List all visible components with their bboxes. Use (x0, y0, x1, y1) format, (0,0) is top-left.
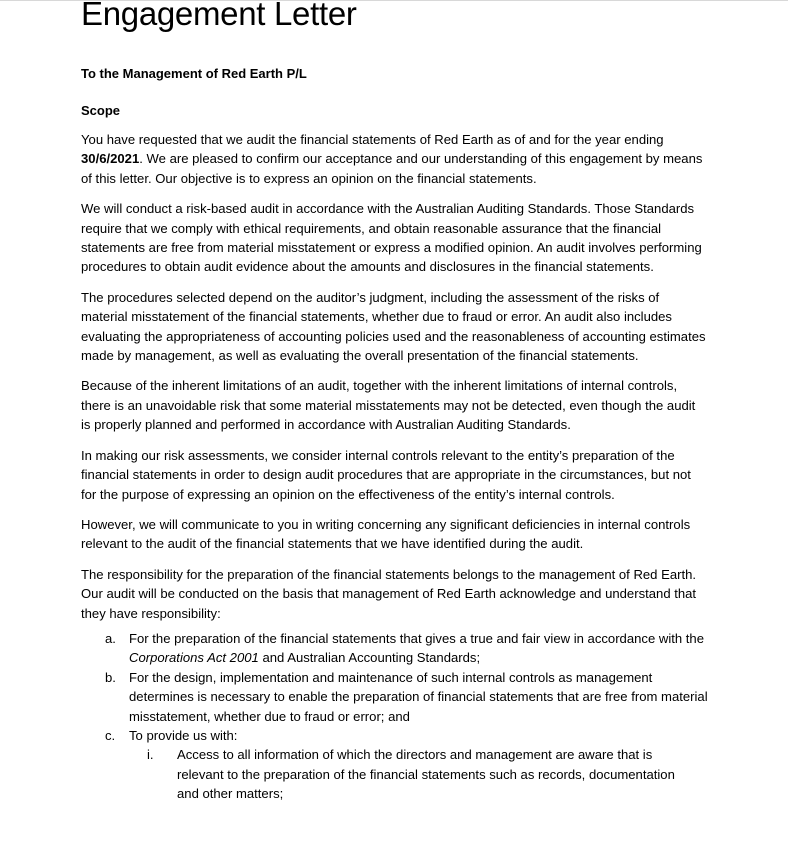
sub-list-item (129, 745, 699, 803)
list-marker: c. (105, 727, 116, 743)
paragraph-request (81, 130, 706, 188)
paragraph-risk-based-audit: We will conduct a risk-based audit in accordance with the Australian Auditing Standards. Those Standards require that we comply with ethical requirements, and obtain reasonable assurance that the financial statements are free from material misstatement or express a modified opinion. An audit involves performing procedures to obtain audit evidence about the amounts and disclosures in the financial statements. (81, 201, 702, 275)
document-page (81, 0, 721, 804)
document-title: Engagement Letter (81, 0, 357, 32)
legislation-reference: Corporations Act 2001 (129, 650, 259, 666)
list-marker: b. (105, 669, 116, 685)
paragraph-request-text-a: You have requested that we audit the financial statements of Red Earth as of and for the year ending (81, 132, 664, 147)
paragraph-responsibility: The responsibility for the preparation of the financial statements belongs to the management of Red Earth. Our audit will be conducted on the basis that management of Red Earth acknowledge and understand that they have responsibility: (81, 566, 697, 621)
list-item (81, 629, 709, 668)
paragraph-limitations: Because of the inherent limitations of an audit, together with the inherent limitations of internal controls, there is an unavoidable risk that some material misstatements may not be detected, even though the audit is properly planned and performed in accordance with Australian Auditing Standards. (81, 378, 696, 433)
sub-list (129, 745, 709, 803)
list-item-text-a: For the preparation of the financial statements that gives a true and fair view in accordance with the (129, 630, 704, 646)
year-end-date: 30/6/2021 (81, 151, 140, 167)
addressee-heading: To the Management of Red Earth P/L (81, 66, 307, 81)
list-item-text-b: and Australian Accounting Standards; (258, 650, 481, 666)
responsibility-list (81, 629, 721, 804)
paragraph-communication: However, we will communicate to you in writing concerning any significant deficiencies in internal controls relevant to the audit of the financial statements that we have identified during the audit. (81, 516, 691, 552)
list-item (81, 726, 709, 804)
paragraph-procedures: The procedures selected depend on the auditor’s judgment, including the assessment of the risks of material misstatement of the financial statements, whether due to fraud or error. An audit also includes evaluating the appropriateness of accounting policies used and the reasonableness of accounting estimates made by management, as well as evaluating the overall presentation of the financial statements. (81, 289, 706, 364)
list-marker: a. (105, 630, 116, 646)
paragraph-request-text-b: . We are pleased to confirm our acceptance and our understanding of this engagement by means of this letter. Our objective is to express an opinion on the financial statements. (81, 151, 703, 186)
list-item-text: To provide us with: (129, 727, 238, 743)
scope-heading: Scope (81, 103, 121, 118)
paragraph-risk-assessments: In making our risk assessments, we consider internal controls relevant to the entity’s preparation of the financial statements in order to design audit procedures that are appropriate in the circumstances, but not for the purpose of expressing an opinion on the effectiveness of the entity’s internal controls. (81, 447, 691, 502)
sub-list-marker: i. (147, 747, 154, 763)
sub-list-item-text: Access to all information of which the directors and management are aware that is relevant to the preparation of the financial statements such as records, documentation and other matters; (177, 747, 675, 802)
list-item (81, 668, 709, 726)
list-item-text: For the design, implementation and maintenance of such internal controls as management determines is necessary to enable the preparation of financial statements that are free from material misstatement, whether due to fraud or error; and (129, 669, 708, 724)
